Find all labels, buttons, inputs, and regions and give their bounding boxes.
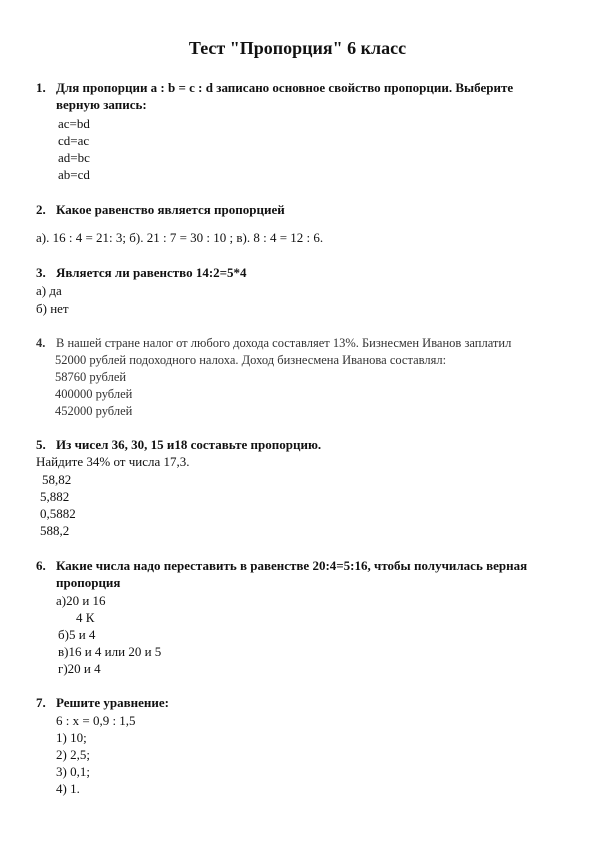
question-2 — [36, 202, 285, 218]
answer-option: г)20 и 4 — [58, 661, 101, 676]
answer-option: 0,5882 — [40, 506, 76, 521]
question-text: Какое равенство является пропорцией — [56, 202, 285, 217]
question-text: Какие числа надо переставить в равенстве 20:4=5:16, чтобы получилась верная — [56, 558, 528, 573]
answer-option: в)16 и 4 или 20 и 5 — [58, 644, 162, 659]
question-number: 7. — [36, 695, 46, 710]
answer-option: 5,882 — [40, 489, 70, 504]
question-1 — [36, 80, 513, 96]
question-7 — [36, 695, 169, 711]
question-6 — [36, 558, 527, 574]
question-text-continued: пропорция — [56, 575, 121, 590]
question-3 — [36, 265, 247, 281]
page-title: Тест "Пропорция" 6 класс — [188, 38, 407, 58]
answer-option: 400000 рублей — [55, 387, 133, 401]
question-number: 4. — [36, 336, 46, 350]
question-subtext: Найдите 34% от числа 17,3. — [36, 454, 190, 469]
question-5 — [36, 437, 321, 453]
question-text-continued: верную запись: — [56, 97, 147, 112]
question-text: Для пропорции a : b = c : d записано основное свойство пропорции. Выберите — [56, 80, 514, 95]
answer-option: 452000 рублей — [55, 404, 133, 418]
question-text: Является ли равенство 14:2=5*4 — [56, 265, 247, 280]
question-text: Из чисел 36, 30, 15 и18 составьте пропорцию. — [56, 437, 322, 452]
answer-option: 588,2 — [40, 523, 70, 538]
answer-option: 2) 2,5; — [56, 747, 90, 762]
answer-option: 3) 0,1; — [56, 764, 90, 779]
question-number: 1. — [36, 80, 46, 95]
answer-option: 4) 1. — [56, 781, 80, 796]
question-number: 5. — [36, 437, 46, 452]
answer-option: cd=ac — [58, 133, 90, 148]
question-text-continued: 52000 рублей подоходного налоха. Доход бизнесмена Иванова составлял: — [55, 353, 447, 367]
question-text: В нашей стране налог от любого дохода составляет 13%. Бизнесмен Иванов заплатил — [56, 336, 512, 350]
question-4 — [36, 335, 511, 351]
answer-option: а)20 и 16 — [56, 593, 106, 608]
answer-option: 58760 рублей — [55, 370, 127, 384]
answer-option: а) да — [36, 283, 62, 298]
equation: 6 : x = 0,9 : 1,5 — [56, 713, 136, 728]
answer-option: 1) 10; — [56, 730, 87, 745]
answer-options-line: а). 16 : 4 = 21: 3; б). 21 : 7 = 30 : 10 ; в). 8 : 4 = 12 : 6. — [36, 230, 324, 245]
answer-option: 4 К — [76, 610, 95, 625]
question-number: 2. — [36, 202, 46, 217]
question-text: Решите уравнение: — [56, 695, 170, 710]
answer-option: ac=bd — [58, 116, 90, 131]
question-number: 6. — [36, 558, 46, 573]
answer-option: ad=bc — [58, 150, 90, 165]
answer-option: 58,82 — [42, 472, 72, 487]
question-number: 3. — [36, 265, 46, 280]
answer-option: ab=cd — [58, 167, 90, 182]
answer-option: б)5 и 4 — [58, 627, 96, 642]
answer-option: б) нет — [36, 301, 69, 316]
